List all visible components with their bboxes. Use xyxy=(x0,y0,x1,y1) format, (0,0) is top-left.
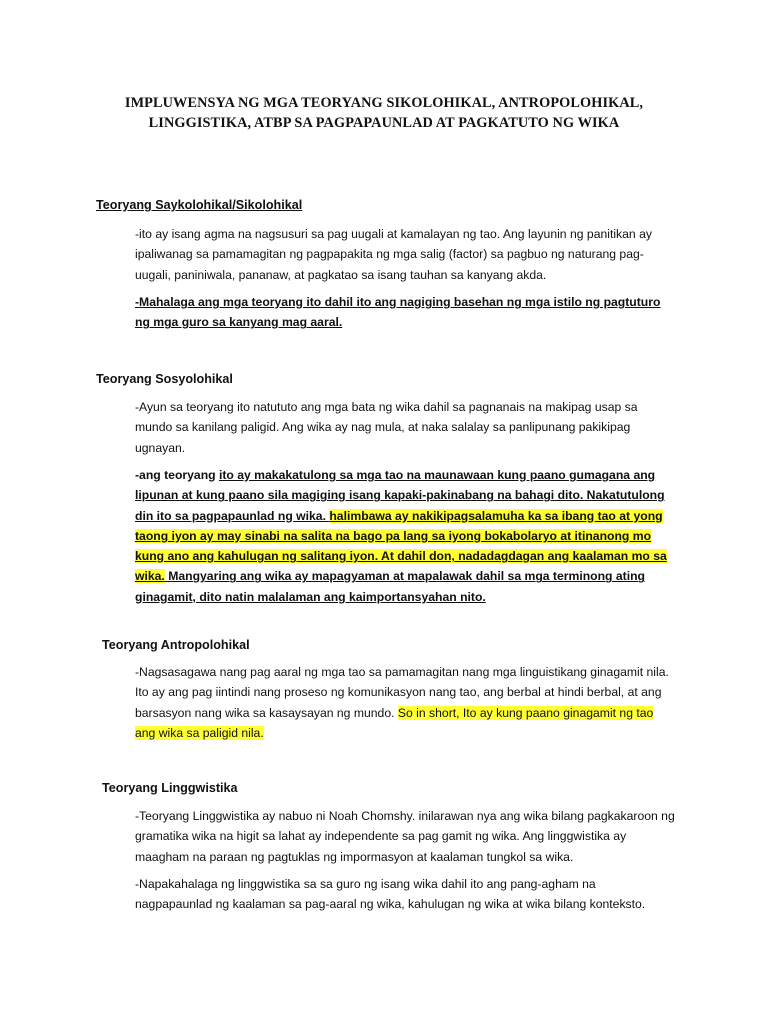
sosyolohikal-text-d: Mangyaring ang wika ay mapagyaman at mapalawak dahil sa mga terminong ating ginagamit, dito natin malalaman ang kaimportansyahan nito. xyxy=(135,569,646,604)
heading-linggwistika: Teoryang Linggwistika xyxy=(102,781,238,795)
paragraph-linggwistika-1: -Teoryang Linggwistika ay nabuo ni Noah Chomshy. inilarawan nya ang wika bilang pagkakaroon ng gramatika wika na higit sa lahat ay independente sa pag gamit ng wika. Ang linggwistika ay maagham na paraan ng pagtuklas ng impormasyon at kaalaman tungkol sa wika. xyxy=(135,809,675,864)
sosyolohikal-text-a: -ang teoryang xyxy=(135,468,219,482)
title-line-1: IMPLUWENSYA NG MGA TEORYANG SIKOLOHIKAL, ANTROPOLOHIKAL, xyxy=(124,95,644,111)
paragraph-sikolohikal-1: -ito ay isang agma na nagsusuri sa pag uugali at kamalayan ng tao. Ang layunin ng panitikan ay ipaliwanag sa pamamagitan ng pagpapakita ng mga salig (factor) sa pagbuo ng naturang pag-uugali, paniniwala, pananaw, at pagkatao sa isang tauhan sa kanyang akda. xyxy=(135,227,652,282)
paragraph-sikolohikal-2: -Mahalaga ang mga teoryang ito dahil ito ang nagiging basehan ng mga istilo ng pagtuturo ng mga guro sa kanyang mag aaral. xyxy=(135,295,661,330)
paragraph-linggwistika-2: -Napakahalaga ng linggwistika sa sa guro ng isang wika dahil ito ang pang-agham na nagpapaunlad ng kaalaman sa pag-aaral ng wika, kahulugan ng wika at wika bilang konteksto. xyxy=(135,877,646,912)
paragraph-antropolohikal-1 xyxy=(135,662,675,743)
sosyolohikal-highlight: halimbawa ay nakikipagsalamuha ka sa ibang tao at yong taong iyon ay may sinabi na salita na bago pa lang sa iyong bokabolaryo at itinanong mo kung ano ang kahulugan ng salitang iyon. At dahil don, nadadagdagan ang kaalaman mo sa wika. xyxy=(135,508,667,584)
antropolohikal-text-a: -Nagsasagawa nang pag aaral ng mga tao sa pamamagitan nang mga linguistikang ginagamit nila. Ito ay ang pag iintindi nang proseso ng komunikasyon nang tao, ang berbal at hindi berbal, at ang barsasyon nang wika sa kasaysayan ng mundo. xyxy=(135,665,669,720)
sosyolohikal-text-b: ito ay makakatulong sa mga tao na maunawaan kung paano gumagana ang lipunan at kung paano sila magiging isang kapaki-pakinabang na bahagi dito. Nakatutulong din ito sa pagpapaunlad ng wika. xyxy=(135,468,665,523)
heading-sikolohikal: Teoryang Saykolohikal/Sikolohikal xyxy=(96,198,303,212)
document-title xyxy=(60,93,708,133)
paragraph-sosyolohikal-2 xyxy=(135,465,675,607)
title-line-2: LINGGISTIKA, ATBP SA PAGPAPAUNLAD AT PAGKATUTO NG WIKA xyxy=(148,115,620,131)
heading-antropolohikal: Teoryang Antropolohikal xyxy=(102,638,250,652)
paragraph-sosyolohikal-1: -Ayun sa teoryang ito natututo ang mga bata ng wika dahil sa pagnanais na makipag usap sa mundo sa kanilang paligid. Ang wika ay nag mula, at naka salalay sa panlipunang pakikipag ugnayan. xyxy=(135,400,638,455)
antropolohikal-highlight: So in short, Ito ay kung paano ginagamit ng tao ang wika sa paligid nila. xyxy=(135,705,654,740)
heading-sosyolohikal: Teoryang Sosyolohikal xyxy=(96,372,233,386)
